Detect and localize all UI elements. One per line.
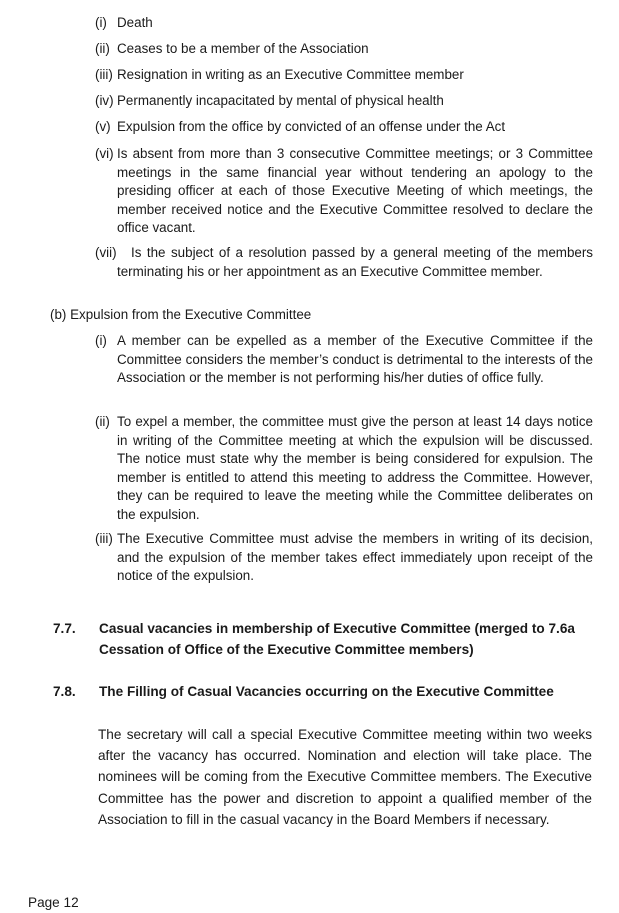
item-number: (ii) xyxy=(95,41,110,56)
item-text: Is absent from more than 3 consecutive Committee meetings; or 3 Committee meetings in the same financial year without tendering an apology to the presiding officer at each of those Executive Meeting of which meetings, the member received notice and the Executive Committee resolved to declare the office vacant. xyxy=(117,146,593,236)
item-number: (vi) xyxy=(95,146,114,161)
item-text: The Executive Committee must advise the members in writing of its decision, and the expulsion of the member takes effect immediately upon receipt of the notice of the expulsion. xyxy=(117,531,593,584)
list-item xyxy=(95,413,593,525)
list-item xyxy=(95,332,593,388)
section-heading-7-7 xyxy=(53,618,593,660)
item-text: Expulsion from the office by convicted of an offense under the Act xyxy=(117,119,506,134)
list-item xyxy=(95,40,593,59)
item-text: To expel a member, the committee must give the person at least 14 days notice in writing of the Committee meeting at which the expulsion will be discussed. The notice must state why the member is being considered for expulsion. The member is entitled to attend this meeting to address the Committee. However, they can be required to leave the meeting while the Committee deliberates on the expulsion. xyxy=(117,414,593,522)
section-body: The secretary will call a special Executive Committee meeting within two weeks after the vacancy has occurred. Nomination and election will take place. The nominees will be coming from the Executive Committee members. The Executive Committee has the power and discretion to appoint a qualified member of the Association to fill in the casual vacancy in the Board Members if necessary. xyxy=(98,727,592,827)
item-number: (ii) xyxy=(95,414,110,429)
item-text: Ceases to be a member of the Association xyxy=(117,41,369,56)
list-item xyxy=(95,244,593,281)
list-item xyxy=(95,145,593,238)
page-number: Page 12 xyxy=(28,895,79,910)
section-number: 7.7. xyxy=(53,621,76,636)
item-number: (iii) xyxy=(95,67,113,82)
list-item xyxy=(95,66,593,85)
list-item xyxy=(95,118,593,137)
item-number: (i) xyxy=(95,15,107,30)
section-title: Casual vacancies in membership of Executive Committee (merged to 7.6a Cessation of Office of the Executive Committee members) xyxy=(99,621,575,657)
item-number: (vii) xyxy=(95,245,117,260)
item-number: (iv) xyxy=(95,93,114,108)
item-text: Is the subject of a resolution passed by a general meeting of the members terminating his or her appointment as an Executive Committee member. xyxy=(117,245,593,279)
item-text: Death xyxy=(117,15,153,30)
subsection-heading: (b) Expulsion from the Executive Committee xyxy=(50,307,312,322)
item-number: (i) xyxy=(95,333,107,348)
section-number: 7.8. xyxy=(53,684,76,699)
section-heading-7-8 xyxy=(53,681,593,702)
list-item xyxy=(95,14,593,33)
section-title: The Filling of Casual Vacancies occurring on the Executive Committee xyxy=(99,684,554,699)
item-number: (v) xyxy=(95,119,111,134)
item-text: Resignation in writing as an Executive Committee member xyxy=(117,67,464,82)
list-item xyxy=(95,92,593,111)
list-item xyxy=(95,530,593,586)
item-text: A member can be expelled as a member of the Executive Committee if the Committee considers the member’s conduct is detrimental to the interests of the Association or the member is not performing his/her duties of office fully. xyxy=(117,333,593,386)
item-number: (iii) xyxy=(95,531,113,546)
item-text: Permanently incapacitated by mental of physical health xyxy=(117,93,444,108)
